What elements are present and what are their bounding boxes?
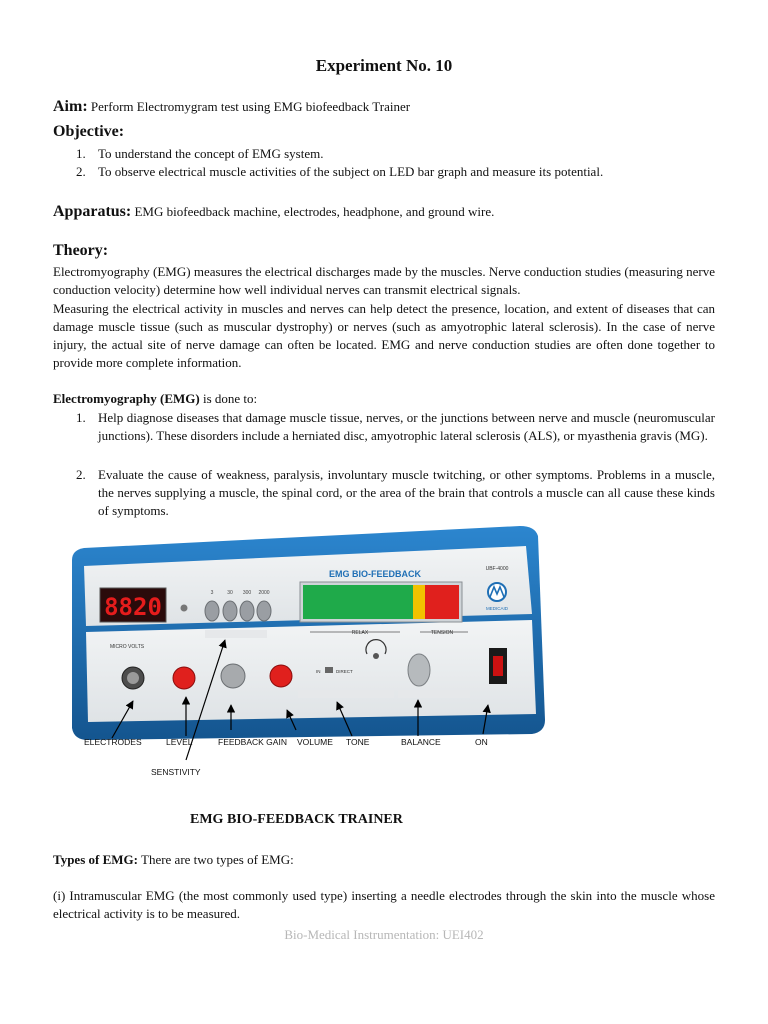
sensitivity-label: SENSTIVITY — [151, 767, 201, 777]
range-button[interactable] — [205, 601, 219, 621]
electrodes-label: ELECTRODES — [84, 737, 142, 747]
apparatus-line — [53, 203, 715, 221]
led-display — [100, 588, 166, 622]
emg-done-lead — [53, 390, 715, 408]
in-label: IN — [316, 669, 321, 674]
page-title: Experiment No. 10 — [315, 56, 453, 75]
panel-title: EMG BIO-FEEDBACK — [329, 569, 421, 579]
volume-label: VOLUME — [297, 737, 333, 747]
objective-heading: Objective: — [53, 123, 125, 140]
feedback-gain-label: FEEDBACK GAIN — [218, 737, 287, 747]
theory-paragraph-2: Measuring the electrical activity in muscles and nerves can help detect the presence, location, and extent of diseases that can damage muscle tissue (such as muscular dystrophy) or nerves (such as amyotrophic lateral sclerosis). In the case of nerve injury, the actual site of nerve damage can often be located. EMG and nerve conduction studies are often done together to provide more complete information. — [53, 301, 715, 370]
emg-done-rest: is done to: — [199, 391, 258, 406]
theory-paragraph-1: Electromyography (EMG) measures the electrical discharges made by the muscles. Nerve conduction studies (measuring nerve conduction velocity) determine how well individual nerves can transmit electrical signals. — [53, 264, 715, 297]
range-label: 3 — [210, 590, 214, 596]
range-button[interactable] — [240, 601, 254, 621]
electrodes-arrow — [112, 701, 133, 738]
callout-arrows — [60, 620, 500, 780]
apparatus-label: Apparatus: — [53, 203, 132, 220]
tone-arrow — [337, 702, 352, 736]
types-rest: There are two types of EMG: — [137, 852, 294, 867]
relax-label: RELAX — [351, 630, 369, 636]
range-label: 2000 — [258, 590, 270, 596]
item-text: To observe electrical muscle activities of the subject on LED bar graph and measure its potential. — [98, 164, 604, 179]
types-bold: Types of EMG: — [53, 852, 138, 867]
brand-name: MEDICAID — [485, 606, 509, 611]
item-text: Evaluate the cause of weakness, paralysis, involuntary muscle twitching, or other symptoms. Problems in a muscle, the nerves supplying a muscle, the spinal cord, or the area of the brain that controls a muscle can all cause these kinds of symptoms. — [98, 467, 715, 518]
model-label: UBF-4000 — [485, 566, 509, 572]
item-number: 2. — [76, 164, 86, 179]
level-label: LEVEL — [166, 737, 193, 747]
range-label: 30 — [227, 590, 233, 596]
item-number: 1. — [76, 146, 86, 161]
item-number: 2. — [76, 467, 86, 482]
page-footer: Bio-Medical Instrumentation: UEI402 — [284, 927, 484, 942]
aim-line — [53, 98, 715, 116]
on-label: ON — [475, 737, 488, 747]
range-button[interactable] — [223, 601, 237, 621]
bar-red-segment — [425, 585, 459, 619]
item-text: Help diagnose diseases that damage muscle tissue, nerves, or the junctions between nerve and muscle (neuromuscular junctions). These disorders include a herniated disc, amyotrophic lateral sclerosis (ALS), or myasthenia gravis (MG). — [98, 410, 715, 443]
indicator-led — [181, 605, 188, 612]
microvolts-label: MICRO VOLTS — [110, 644, 145, 650]
range-label: 300 — [242, 590, 252, 596]
aim-text: Perform Electromygram test using EMG biofeedback Trainer — [90, 99, 411, 114]
item-number: 1. — [76, 410, 86, 425]
bar-yellow-segment — [413, 585, 425, 619]
bar-green-segment — [303, 585, 413, 619]
on-arrow — [483, 705, 488, 734]
emg-done-bold: Electromyography (EMG) — [53, 391, 200, 406]
apparatus-text: EMG biofeedback machine, electrodes, headphone, and ground wire. — [134, 204, 495, 219]
types-item-1: (i) Intramuscular EMG (the most commonly used type) inserting a needle electrodes through the skin into the muscle whose electrical activity is to be measured. — [53, 888, 715, 921]
aim-label: Aim: — [53, 98, 88, 115]
tension-label: TENSION — [430, 630, 454, 636]
direct-label: DIRECT — [336, 669, 353, 674]
volume-arrow — [287, 710, 296, 730]
tone-label: TONE — [346, 737, 370, 747]
range-button[interactable] — [257, 601, 271, 621]
item-text: To understand the concept of EMG system. — [98, 146, 324, 161]
figure-caption: EMG BIO-FEEDBACK TRAINER — [190, 812, 403, 827]
types-lead — [53, 851, 715, 869]
display-readout: 8820 — [104, 593, 162, 621]
theory-heading: Theory: — [53, 242, 109, 259]
balance-label: BALANCE — [401, 737, 441, 747]
